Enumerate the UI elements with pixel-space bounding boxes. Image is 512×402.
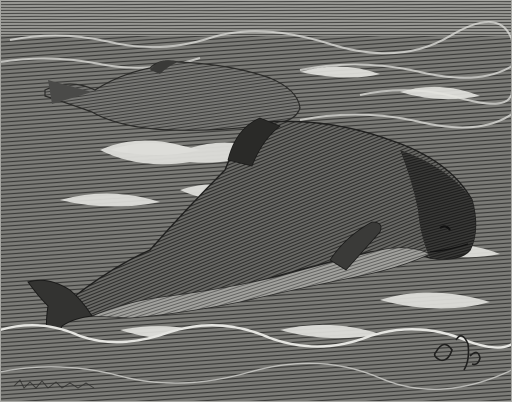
- foreground-waves: [0, 325, 512, 402]
